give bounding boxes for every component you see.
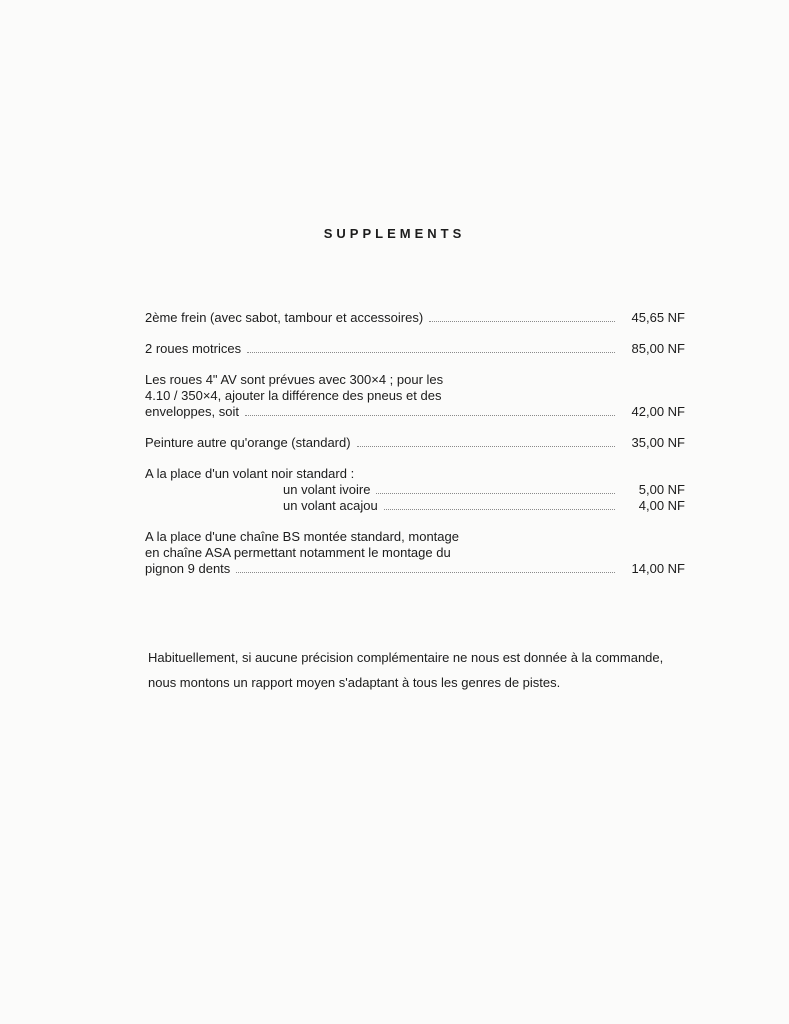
supplement-line <box>145 341 685 357</box>
supplement-label: A la place d'une chaîne BS montée standard, montage <box>145 529 459 544</box>
supplement-label: enveloppes, soit <box>145 404 239 419</box>
supplement-price: 42,00 NF <box>631 404 685 419</box>
supplement-price: 5,00 NF <box>638 482 685 497</box>
supplement-line <box>145 466 685 482</box>
supplement-price: 45,65 NF <box>631 310 685 325</box>
supplement-item <box>145 529 685 577</box>
supplement-label: Peinture autre qu'orange (standard) <box>145 435 351 450</box>
note-paragraph <box>148 645 708 695</box>
dot-leader <box>247 352 615 353</box>
supplement-price: 35,00 NF <box>631 435 685 450</box>
supplement-line <box>145 545 685 561</box>
supplement-price: 14,00 NF <box>631 561 685 576</box>
note-line: nous montons un rapport moyen s'adaptant à tous les genres de pistes. <box>148 675 561 690</box>
dot-leader <box>245 415 615 416</box>
supplement-label: un volant acajou <box>283 498 378 513</box>
supplement-line <box>145 435 685 451</box>
supplement-label: en chaîne ASA permettant notamment le montage du <box>145 545 451 560</box>
supplement-price: 85,00 NF <box>631 341 685 356</box>
supplement-item <box>145 341 685 357</box>
supplement-price: 4,00 NF <box>638 498 685 513</box>
dot-leader <box>357 446 615 447</box>
supplement-item <box>145 310 685 326</box>
supplement-label: 2ème frein (avec sabot, tambour et accessoires) <box>145 310 424 325</box>
supplement-line <box>145 529 685 545</box>
dot-leader <box>376 493 615 494</box>
note-line: Habituellement, si aucune précision complémentaire ne nous est donnée à la commande, <box>148 650 664 665</box>
supplement-item <box>145 435 685 451</box>
supplement-line <box>145 498 685 514</box>
supplement-line <box>145 561 685 577</box>
dot-leader <box>429 321 615 322</box>
supplements-list <box>145 310 685 592</box>
supplement-line <box>145 310 685 326</box>
supplement-item <box>145 466 685 514</box>
supplement-label: A la place d'un volant noir standard : <box>145 466 355 481</box>
supplement-line <box>145 388 685 404</box>
supplement-label: Les roues 4" AV sont prévues avec 300×4 ; pour les <box>145 372 444 387</box>
supplement-item <box>145 372 685 420</box>
supplement-label: 4.10 / 350×4, ajouter la différence des pneus et des <box>145 388 442 403</box>
supplement-line <box>145 404 685 420</box>
supplement-label: pignon 9 dents <box>145 561 231 576</box>
supplement-label: un volant ivoire <box>283 482 371 497</box>
page-title: SUPPLEMENTS <box>323 226 466 241</box>
supplement-line <box>145 482 685 498</box>
dot-leader <box>384 509 615 510</box>
dot-leader <box>236 572 615 573</box>
supplement-line <box>145 372 685 388</box>
supplement-label: 2 roues motrices <box>145 341 242 356</box>
